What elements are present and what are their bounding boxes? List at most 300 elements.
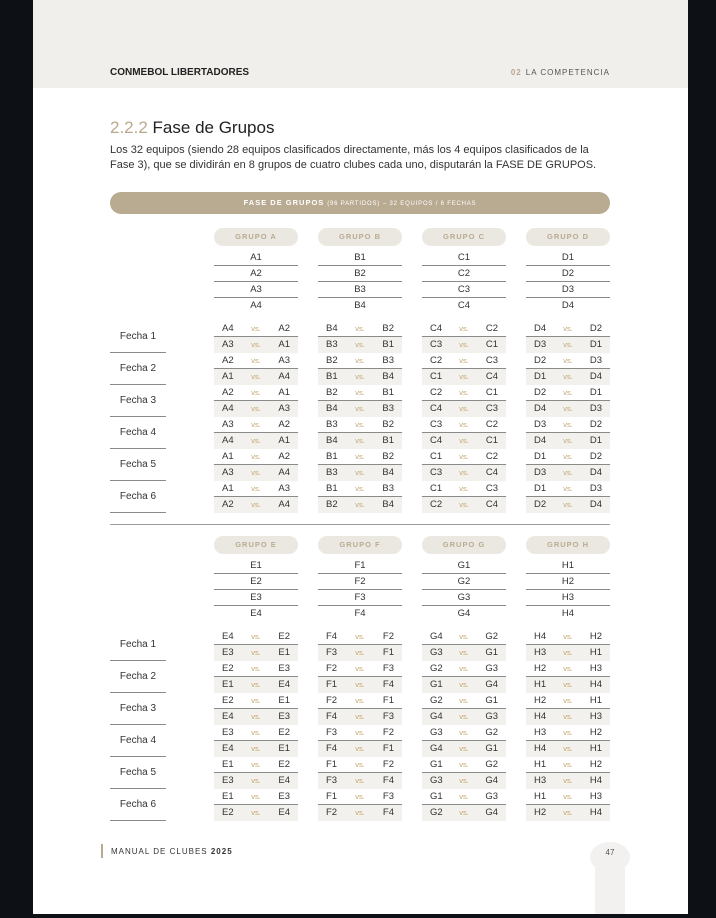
home-team: E1 xyxy=(222,759,234,770)
vs-label: vs. xyxy=(251,808,261,817)
home-team: G3 xyxy=(430,647,443,658)
vs-label: vs. xyxy=(251,340,261,349)
away-team: C1 xyxy=(485,339,498,350)
team-cell: C3 xyxy=(422,282,506,298)
vs-label: vs. xyxy=(251,648,261,657)
match-cell xyxy=(214,497,298,513)
fecha-row xyxy=(110,629,210,661)
match-cell xyxy=(214,321,298,337)
team-cell: A1 xyxy=(214,250,298,266)
home-team: D4 xyxy=(534,403,547,414)
home-team: B4 xyxy=(326,403,338,414)
vs-label: vs. xyxy=(459,500,469,509)
vs-label: vs. xyxy=(459,664,469,673)
match-cell xyxy=(214,757,298,773)
home-team: D1 xyxy=(534,371,547,382)
team-cell: H4 xyxy=(561,608,575,619)
home-team: G1 xyxy=(430,759,443,770)
match-cell xyxy=(318,661,402,677)
group-header: GRUPO C xyxy=(422,228,506,246)
match-cell xyxy=(422,417,506,433)
away-team: E1 xyxy=(278,695,290,706)
away-team: G2 xyxy=(485,631,498,642)
home-team: B2 xyxy=(326,499,338,510)
home-team: H2 xyxy=(534,695,547,706)
match-cell xyxy=(318,725,402,741)
away-team: F4 xyxy=(382,807,394,818)
vs-label: vs. xyxy=(563,388,573,397)
vs-label: vs. xyxy=(251,760,261,769)
match-cell xyxy=(214,385,298,401)
banner-details: – 32 EQUIPOS / 6 FECHAS xyxy=(382,201,477,207)
away-team: A1 xyxy=(278,435,290,446)
vs-label: vs. xyxy=(355,388,365,397)
home-team: E2 xyxy=(222,663,234,674)
phase-banner xyxy=(110,192,610,214)
away-team: G1 xyxy=(485,647,498,658)
home-team: A3 xyxy=(222,467,234,478)
vs-label: vs. xyxy=(355,356,365,365)
vs-label: vs. xyxy=(563,404,573,413)
document-page xyxy=(33,0,688,914)
vs-label: vs. xyxy=(355,664,365,673)
away-team: G1 xyxy=(485,743,498,754)
vs-label: vs. xyxy=(251,404,261,413)
vs-label: vs. xyxy=(355,728,365,737)
footer-year: 2025 xyxy=(210,847,233,856)
vs-label: vs. xyxy=(251,744,261,753)
match-cell xyxy=(318,757,402,773)
vs-label: vs. xyxy=(459,808,469,817)
match-cell xyxy=(318,629,402,645)
match-cell xyxy=(422,677,506,693)
vs-label: vs. xyxy=(459,372,469,381)
match-cell xyxy=(318,741,402,757)
vs-label: vs. xyxy=(459,632,469,641)
vs-label: vs. xyxy=(355,632,365,641)
home-team: A1 xyxy=(222,451,234,462)
home-team: F2 xyxy=(326,807,338,818)
home-team: F3 xyxy=(326,775,338,786)
match-cell xyxy=(526,417,610,433)
match-cell xyxy=(318,433,402,449)
fecha-label: Fecha 4 xyxy=(110,725,166,757)
home-team: A2 xyxy=(222,499,234,510)
footer-text: MANUAL DE CLUBES xyxy=(111,847,208,856)
away-team: H3 xyxy=(589,711,602,722)
match-cell xyxy=(526,805,610,821)
away-team: D1 xyxy=(589,435,602,446)
away-team: H1 xyxy=(589,695,602,706)
home-team: F3 xyxy=(326,647,338,658)
away-team: F1 xyxy=(382,743,394,754)
home-team: E2 xyxy=(222,807,234,818)
home-team: H1 xyxy=(534,791,547,802)
fecha-label: Fecha 1 xyxy=(110,629,166,661)
away-team: B4 xyxy=(382,499,394,510)
match-cell xyxy=(214,693,298,709)
home-team: D3 xyxy=(534,467,547,478)
footer-accent xyxy=(101,844,103,858)
home-team: G2 xyxy=(430,807,443,818)
fecha-label: Fecha 3 xyxy=(110,385,166,417)
home-team: B1 xyxy=(326,451,338,462)
vs-label: vs. xyxy=(355,500,365,509)
match-cell xyxy=(422,629,506,645)
away-team: G1 xyxy=(485,695,498,706)
vs-label: vs. xyxy=(563,632,573,641)
away-team: F2 xyxy=(382,631,394,642)
match-cell xyxy=(526,629,610,645)
match-cell xyxy=(318,337,402,353)
vs-label: vs. xyxy=(251,324,261,333)
away-team: H4 xyxy=(589,775,602,786)
match-cell xyxy=(422,337,506,353)
vs-label: vs. xyxy=(355,696,365,705)
match-cell xyxy=(214,401,298,417)
home-team: A4 xyxy=(222,435,234,446)
match-cell xyxy=(214,741,298,757)
away-team: F1 xyxy=(382,695,394,706)
banner-title: FASE DE GRUPOS xyxy=(243,198,325,207)
away-team: F1 xyxy=(382,647,394,658)
team-cell: E2 xyxy=(214,574,298,590)
team-cell: B1 xyxy=(318,250,402,266)
vs-label: vs. xyxy=(563,372,573,381)
home-team: D3 xyxy=(534,419,547,430)
match-cell xyxy=(422,401,506,417)
away-team: H3 xyxy=(589,663,602,674)
vs-label: vs. xyxy=(251,468,261,477)
match-cell xyxy=(422,321,506,337)
team-cell: G4 xyxy=(457,608,471,619)
away-team: G4 xyxy=(485,679,498,690)
fecha-label: Fecha 6 xyxy=(110,789,166,821)
away-team: F4 xyxy=(382,679,394,690)
away-team: G3 xyxy=(485,663,498,674)
match-cell xyxy=(422,773,506,789)
team-cell: B4 xyxy=(354,300,366,311)
intro-paragraph: Los 32 equipos (siendo 28 equipos clasificados directamente, más los 4 equipos clasificados de la Fase 3), que se dividirán en 8 grupos de cuatro clubes cada uno, disputarán la FASE DE GRUPOS. xyxy=(110,144,597,171)
home-team: A1 xyxy=(222,371,234,382)
home-team: H3 xyxy=(534,647,547,658)
home-team: B2 xyxy=(326,355,338,366)
away-team: A1 xyxy=(278,387,290,398)
away-team: D4 xyxy=(589,371,602,382)
team-cell: F4 xyxy=(354,608,366,619)
vs-label: vs. xyxy=(563,500,573,509)
vs-label: vs. xyxy=(355,484,365,493)
match-cell xyxy=(214,433,298,449)
group-header: GRUPO G xyxy=(422,536,506,554)
away-team: A3 xyxy=(278,403,290,414)
home-team: F3 xyxy=(326,727,338,738)
vs-label: vs. xyxy=(459,340,469,349)
match-cell xyxy=(422,693,506,709)
vs-label: vs. xyxy=(459,760,469,769)
vs-label: vs. xyxy=(563,468,573,477)
away-team: H4 xyxy=(589,807,602,818)
vs-label: vs. xyxy=(563,356,573,365)
vs-label: vs. xyxy=(251,452,261,461)
home-team: G4 xyxy=(430,631,443,642)
team-cell: C1 xyxy=(422,250,506,266)
match-cell xyxy=(318,805,402,821)
home-team: E3 xyxy=(222,775,234,786)
title-text: Fase de Grupos xyxy=(152,118,275,137)
home-team: C2 xyxy=(430,499,443,510)
away-team: B1 xyxy=(382,387,394,398)
team-cell: A3 xyxy=(214,282,298,298)
fecha-row xyxy=(110,693,210,725)
vs-label: vs. xyxy=(563,728,573,737)
vs-label: vs. xyxy=(563,792,573,801)
away-team: D3 xyxy=(589,403,602,414)
vs-label: vs. xyxy=(459,436,469,445)
home-team: G1 xyxy=(430,679,443,690)
match-cell xyxy=(214,709,298,725)
match-cell xyxy=(526,465,610,481)
match-cell xyxy=(526,645,610,661)
away-team: E4 xyxy=(278,807,290,818)
away-team: A4 xyxy=(278,467,290,478)
team-cell: E4 xyxy=(250,608,262,619)
match-cell xyxy=(318,369,402,385)
team-cell: D1 xyxy=(526,250,610,266)
away-team: F4 xyxy=(382,775,394,786)
match-cell xyxy=(214,645,298,661)
home-team: A4 xyxy=(222,323,234,334)
group-header: GRUPO F xyxy=(318,536,402,554)
match-cell xyxy=(526,433,610,449)
match-cell xyxy=(422,353,506,369)
home-team: G3 xyxy=(430,775,443,786)
away-team: B2 xyxy=(382,323,394,334)
vs-label: vs. xyxy=(251,792,261,801)
away-team: E1 xyxy=(278,743,290,754)
away-team: A1 xyxy=(278,339,290,350)
home-team: D2 xyxy=(534,355,547,366)
vs-label: vs. xyxy=(459,680,469,689)
match-cell xyxy=(526,661,610,677)
vs-label: vs. xyxy=(355,420,365,429)
away-team: G2 xyxy=(485,759,498,770)
fecha-label: Fecha 4 xyxy=(110,417,166,449)
match-cell xyxy=(526,773,610,789)
home-team: F1 xyxy=(326,679,338,690)
fecha-row xyxy=(110,449,210,481)
vs-label: vs. xyxy=(459,744,469,753)
match-cell xyxy=(214,449,298,465)
fecha-row xyxy=(110,725,210,757)
team-cell: E1 xyxy=(214,558,298,574)
away-team: H1 xyxy=(589,743,602,754)
vs-label: vs. xyxy=(251,696,261,705)
match-cell xyxy=(422,369,506,385)
away-team: B4 xyxy=(382,371,394,382)
away-team: B3 xyxy=(382,403,394,414)
match-cell xyxy=(214,481,298,497)
vs-label: vs. xyxy=(355,404,365,413)
match-cell xyxy=(422,757,506,773)
home-team: C3 xyxy=(430,419,443,430)
match-cell xyxy=(526,353,610,369)
away-team: F2 xyxy=(382,759,394,770)
match-cell xyxy=(422,497,506,513)
away-team: H1 xyxy=(589,647,602,658)
away-team: H2 xyxy=(589,631,602,642)
vs-label: vs. xyxy=(251,484,261,493)
match-cell xyxy=(526,369,610,385)
match-cell xyxy=(318,449,402,465)
away-team: C2 xyxy=(485,323,498,334)
away-team: E2 xyxy=(278,727,290,738)
fecha-label: Fecha 2 xyxy=(110,353,166,385)
home-team: F1 xyxy=(326,791,338,802)
team-cell: D4 xyxy=(561,300,575,311)
match-cell xyxy=(422,385,506,401)
team-cell: A2 xyxy=(214,266,298,282)
vs-label: vs. xyxy=(355,760,365,769)
match-cell xyxy=(422,805,506,821)
match-cell xyxy=(526,385,610,401)
home-team: H3 xyxy=(534,775,547,786)
away-team: E3 xyxy=(278,711,290,722)
away-team: G3 xyxy=(485,791,498,802)
vs-label: vs. xyxy=(355,372,365,381)
away-team: F3 xyxy=(382,663,394,674)
vs-label: vs. xyxy=(563,420,573,429)
away-team: D3 xyxy=(589,355,602,366)
home-team: E2 xyxy=(222,695,234,706)
home-team: D4 xyxy=(534,435,547,446)
vs-label: vs. xyxy=(355,648,365,657)
fecha-row xyxy=(110,417,210,449)
group-header: GRUPO E xyxy=(214,536,298,554)
away-team: A2 xyxy=(278,323,290,334)
home-team: H2 xyxy=(534,663,547,674)
team-cell: F3 xyxy=(318,590,402,606)
away-team: A2 xyxy=(278,451,290,462)
trophy-body xyxy=(595,862,625,914)
vs-label: vs. xyxy=(459,728,469,737)
vs-label: vs. xyxy=(563,340,573,349)
vs-label: vs. xyxy=(563,808,573,817)
home-team: A1 xyxy=(222,483,234,494)
home-team: E3 xyxy=(222,647,234,658)
footer-label xyxy=(111,847,233,856)
group-header: GRUPO B xyxy=(318,228,402,246)
match-cell xyxy=(318,773,402,789)
match-cell xyxy=(214,353,298,369)
vs-label: vs. xyxy=(563,484,573,493)
home-team: H4 xyxy=(534,711,547,722)
away-team: D4 xyxy=(589,467,602,478)
home-team: G4 xyxy=(430,711,443,722)
fecha-label: Fecha 1 xyxy=(110,321,166,353)
vs-label: vs. xyxy=(563,680,573,689)
match-cell xyxy=(214,417,298,433)
home-team: A2 xyxy=(222,387,234,398)
section-tag xyxy=(511,68,610,77)
vs-label: vs. xyxy=(251,372,261,381)
away-team: C4 xyxy=(485,371,498,382)
vs-label: vs. xyxy=(563,452,573,461)
match-cell xyxy=(526,401,610,417)
vs-label: vs. xyxy=(355,340,365,349)
away-team: B2 xyxy=(382,451,394,462)
home-team: C1 xyxy=(430,451,443,462)
home-team: E3 xyxy=(222,727,234,738)
away-team: H2 xyxy=(589,727,602,738)
fecha-row xyxy=(110,661,210,693)
home-team: A3 xyxy=(222,419,234,430)
away-team: A4 xyxy=(278,371,290,382)
match-cell xyxy=(318,645,402,661)
away-team: H4 xyxy=(589,679,602,690)
home-team: C3 xyxy=(430,467,443,478)
home-team: E4 xyxy=(222,711,234,722)
home-team: D2 xyxy=(534,499,547,510)
vs-label: vs. xyxy=(459,468,469,477)
vs-label: vs. xyxy=(563,696,573,705)
away-team: H2 xyxy=(589,759,602,770)
vs-label: vs. xyxy=(459,404,469,413)
match-cell xyxy=(214,725,298,741)
home-team: B3 xyxy=(326,339,338,350)
away-team: H3 xyxy=(589,791,602,802)
match-cell xyxy=(526,677,610,693)
match-cell xyxy=(526,693,610,709)
team-cell: D2 xyxy=(526,266,610,282)
match-cell xyxy=(214,369,298,385)
fecha-label: Fecha 6 xyxy=(110,481,166,513)
vs-label: vs. xyxy=(563,324,573,333)
home-team: F2 xyxy=(326,663,338,674)
vs-label: vs. xyxy=(563,436,573,445)
group-header: GRUPO A xyxy=(214,228,298,246)
away-team: A4 xyxy=(278,499,290,510)
away-team: B1 xyxy=(382,435,394,446)
vs-label: vs. xyxy=(355,712,365,721)
match-cell xyxy=(318,693,402,709)
vs-label: vs. xyxy=(355,452,365,461)
vs-label: vs. xyxy=(251,436,261,445)
match-cell xyxy=(318,321,402,337)
home-team: B4 xyxy=(326,323,338,334)
away-team: E4 xyxy=(278,679,290,690)
home-team: H4 xyxy=(534,743,547,754)
home-team: F4 xyxy=(326,743,338,754)
vs-label: vs. xyxy=(563,648,573,657)
vs-label: vs. xyxy=(251,712,261,721)
vs-label: vs. xyxy=(355,808,365,817)
match-cell xyxy=(214,465,298,481)
home-team: B3 xyxy=(326,467,338,478)
fecha-label: Fecha 3 xyxy=(110,693,166,725)
home-team: D1 xyxy=(534,451,547,462)
vs-label: vs. xyxy=(459,324,469,333)
home-team: D2 xyxy=(534,387,547,398)
match-cell xyxy=(422,789,506,805)
team-cell: H3 xyxy=(526,590,610,606)
away-team: E2 xyxy=(278,631,290,642)
team-cell: D3 xyxy=(526,282,610,298)
fecha-row xyxy=(110,321,210,353)
away-team: B2 xyxy=(382,419,394,430)
vs-label: vs. xyxy=(459,712,469,721)
away-team: D2 xyxy=(589,451,602,462)
